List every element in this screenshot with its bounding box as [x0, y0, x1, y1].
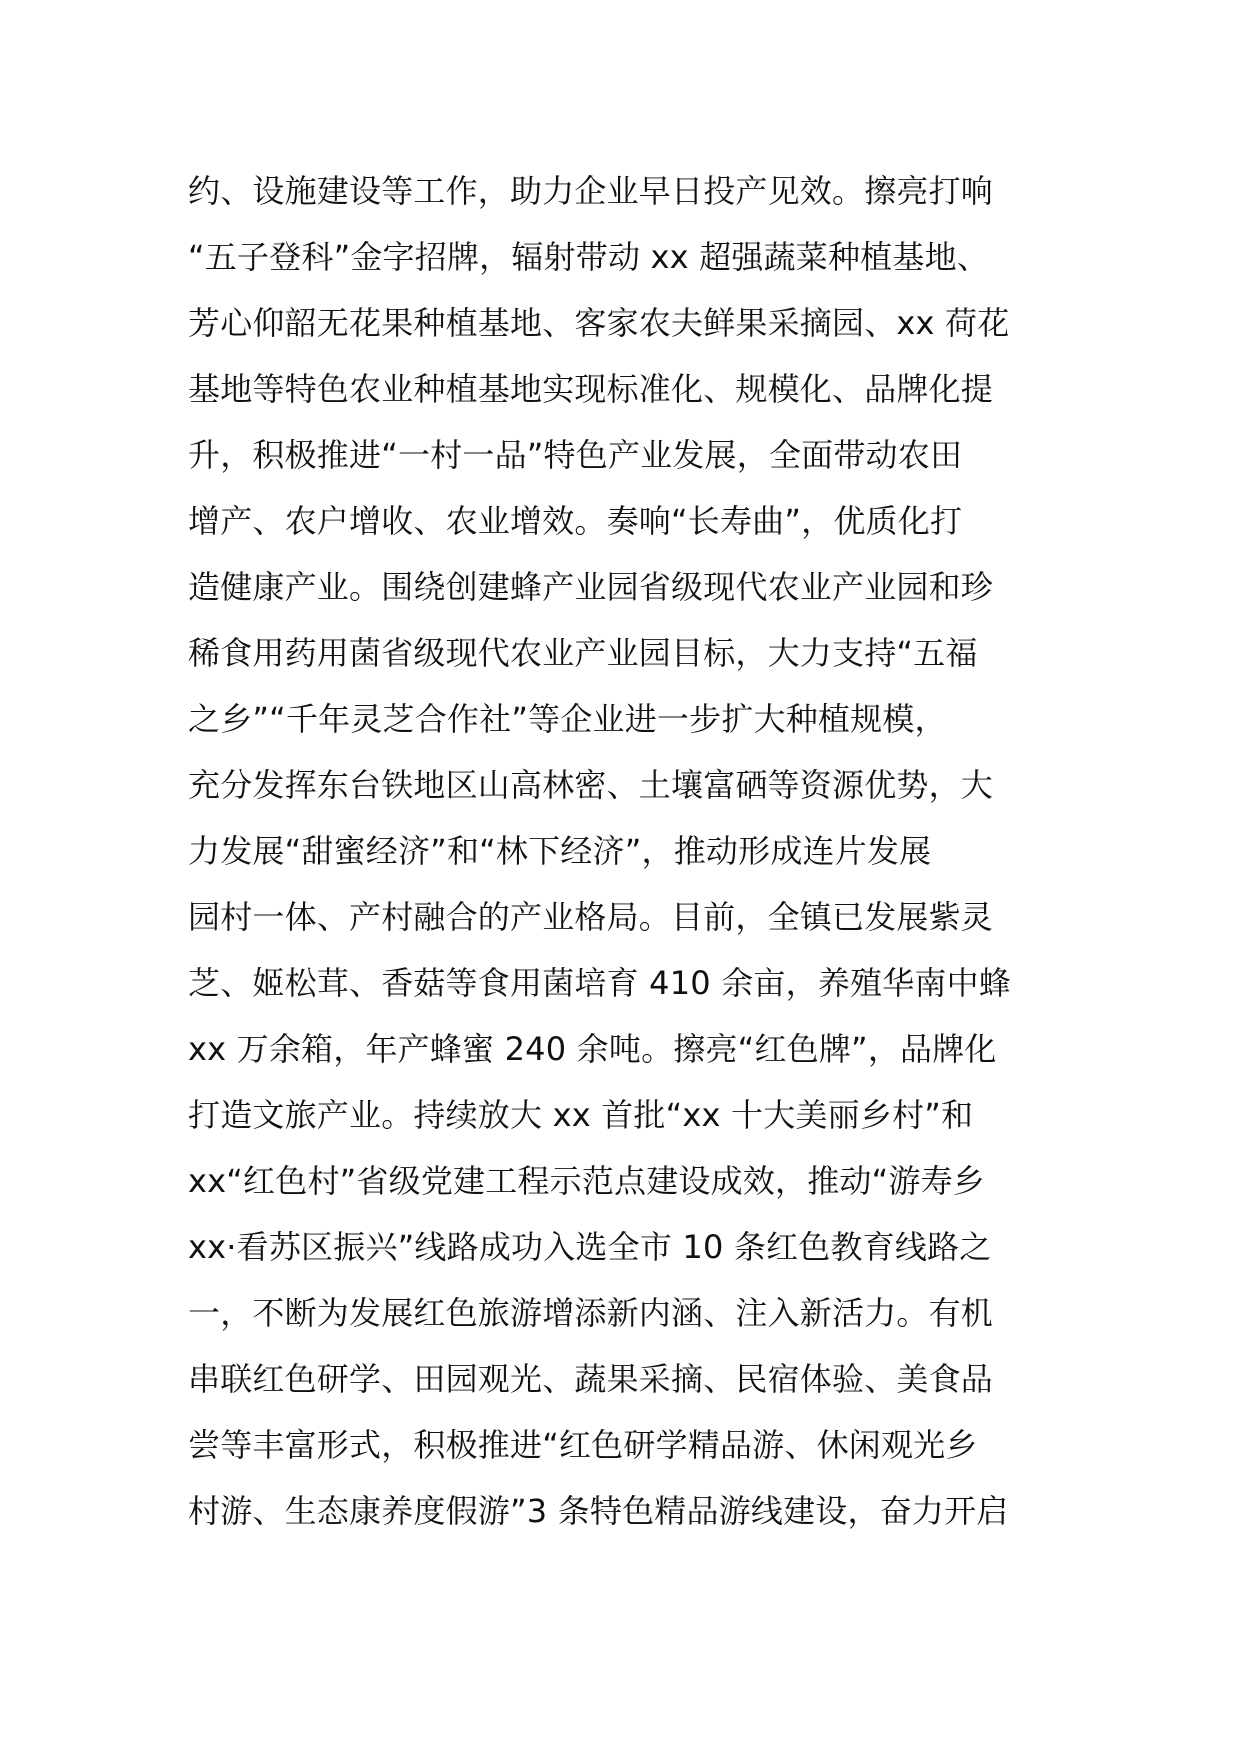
text-line: 打造文旅产业。持续放大 xx 首批“xx 十大美丽乡村”和: [188, 1096, 974, 1134]
text-line: 尝等丰富形式，积极推进“红色研学精品游、休闲观光乡: [188, 1426, 978, 1464]
text-line: 稀食用药用菌省级现代农业产业园目标，大力支持“五福: [188, 634, 978, 672]
text-line: 力发展“甜蜜经济”和“林下经济”，推动形成连片发展: [188, 832, 932, 870]
text-line: 芳心仰韶无花果种植基地、客家农夫鲜果采摘园、xx 荷花: [188, 304, 1010, 342]
text-line: 约、设施建设等工作，助力企业早日投产见效。擦亮打响: [188, 172, 994, 210]
text-line: 充分发挥东台铁地区山高林密、土壤富硒等资源优势，大: [188, 766, 994, 804]
text-line: 串联红色研学、田园观光、蔬果采摘、民宿体验、美食品: [188, 1360, 994, 1398]
body-paragraph: [188, 158, 1058, 1544]
text-line: xx“红色村”省级党建工程示范点建设成效，推动“游寿乡: [188, 1162, 986, 1200]
text-line: xx·看苏区振兴”线路成功入选全市 10 条红色教育线路之: [188, 1228, 992, 1266]
text-line: 园村一体、产村融合的产业格局。目前，全镇已发展紫灵: [188, 898, 994, 936]
text-line: 升，积极推进“一村一品”特色产业发展，全面带动农田: [188, 436, 963, 474]
text-line: xx 万余箱，年产蜂蜜 240 余吨。擦亮“红色牌”，品牌化: [188, 1030, 997, 1068]
text-line: 造健康产业。围绕创建蜂产业园省级现代农业产业园和珍: [188, 568, 994, 606]
text-line: 芝、姬松茸、香菇等食用菌培育 410 余亩，养殖华南中蜂: [188, 964, 1012, 1002]
text-line: 一，不断为发展红色旅游增添新内涵、注入新活力。有机: [188, 1294, 994, 1332]
text-line: 基地等特色农业种植基地实现标准化、规模化、品牌化提: [188, 370, 994, 408]
text-line: 增产、农户增收、农业增效。奏响“长寿曲”，优质化打: [188, 502, 963, 540]
text-line: 村游、生态康养度假游”3 条特色精品游线建设，奋力开启: [188, 1492, 1009, 1530]
text-line: “五子登科”金字招牌，辐射带动 xx 超强蔬菜种植基地、: [188, 238, 989, 276]
text-line: 之乡”“千年灵芝合作社”等企业进一步扩大种植规模，: [188, 700, 947, 738]
